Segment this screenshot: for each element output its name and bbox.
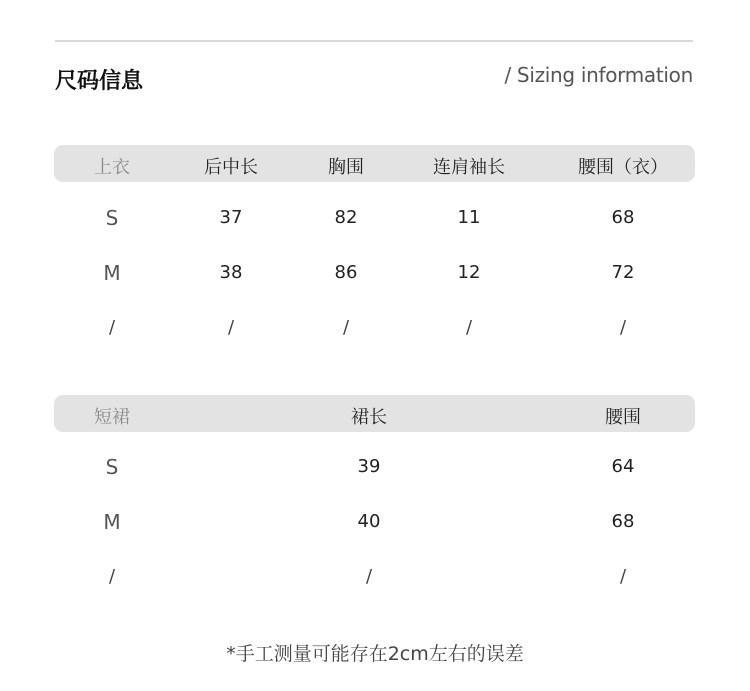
table-cell: 68 xyxy=(611,511,635,532)
header-cell: 裙长 xyxy=(351,407,387,428)
size-label: S xyxy=(105,455,119,479)
table-cell: 11 xyxy=(457,207,481,228)
size-label: M xyxy=(103,261,121,285)
table-row xyxy=(54,507,695,537)
table-cell: 39 xyxy=(357,456,381,477)
table-cell: / xyxy=(108,317,116,338)
header-cell: 腰围 xyxy=(605,407,641,428)
table-cell: / xyxy=(342,317,350,338)
table-cell: 82 xyxy=(334,207,358,228)
table-cell: / xyxy=(619,566,627,587)
top-table-header xyxy=(54,145,695,182)
page-subtitle: / Sizing information xyxy=(504,63,693,87)
header-cell: 上衣 xyxy=(94,157,130,178)
table-row xyxy=(54,452,695,482)
table-cell: / xyxy=(108,566,116,587)
header-cell: 连肩袖长 xyxy=(433,157,505,178)
table-row xyxy=(54,203,695,233)
table-cell: 86 xyxy=(334,262,358,283)
header-cell: 腰围（衣） xyxy=(578,157,668,178)
table-cell: 68 xyxy=(611,207,635,228)
table-cell: 12 xyxy=(457,262,481,283)
table-cell: / xyxy=(465,317,473,338)
table-cell: 38 xyxy=(219,262,243,283)
table-cell: / xyxy=(227,317,235,338)
table-row xyxy=(54,313,695,343)
top-divider xyxy=(55,40,693,42)
measurement-note: *手工测量可能存在2cm左右的误差 xyxy=(226,643,524,665)
size-label: M xyxy=(103,510,121,534)
header-cell: 后中长 xyxy=(204,157,258,178)
size-label: S xyxy=(105,206,119,230)
table-cell: 40 xyxy=(357,511,381,532)
page-title: 尺码信息 xyxy=(55,69,144,94)
table-cell: 72 xyxy=(611,262,635,283)
table-row xyxy=(54,562,695,592)
header-cell: 短裙 xyxy=(94,407,130,428)
table-cell: 64 xyxy=(611,456,635,477)
table-cell: / xyxy=(619,317,627,338)
table-row xyxy=(54,258,695,288)
bottom-table-header xyxy=(54,395,695,432)
header-cell: 胸围 xyxy=(328,157,364,178)
table-cell: / xyxy=(365,566,373,587)
table-cell: 37 xyxy=(219,207,243,228)
